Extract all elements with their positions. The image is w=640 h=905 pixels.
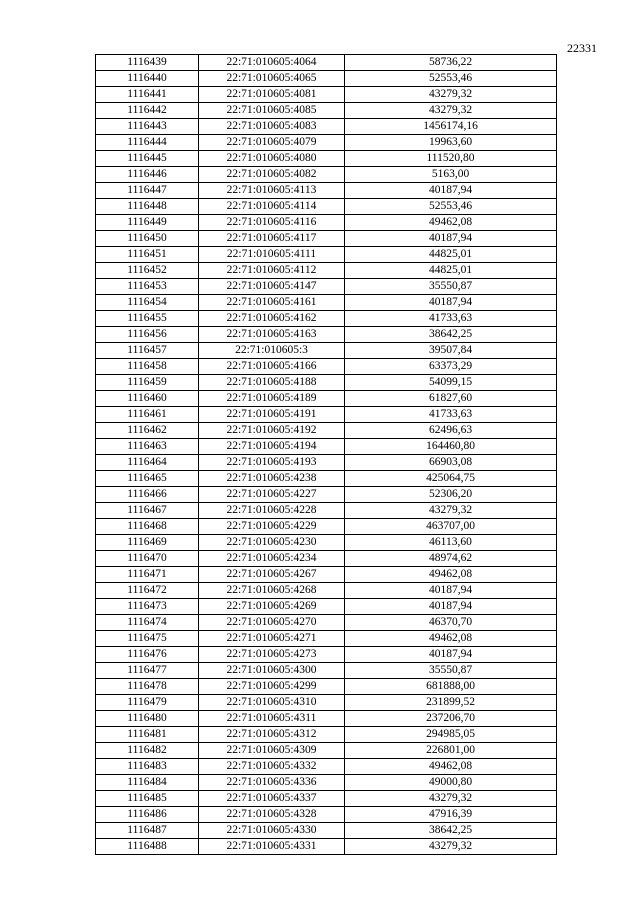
cadastral-value-cell: 54099,15 (345, 375, 557, 391)
record-number-cell: 1116461 (96, 407, 199, 423)
record-number-cell: 1116487 (96, 823, 199, 839)
table-row (96, 487, 557, 503)
record-number-cell: 1116447 (96, 183, 199, 199)
record-number-cell: 1116444 (96, 135, 199, 151)
cadastral-value-cell: 40187,94 (345, 599, 557, 615)
table-row (96, 55, 557, 71)
cadastral-number-cell: 22:71:010605:4234 (199, 551, 345, 567)
table-row (96, 103, 557, 119)
record-number-cell: 1116468 (96, 519, 199, 535)
cadastral-number-cell: 22:71:010605:4299 (199, 679, 345, 695)
cadastral-number-cell: 22:71:010605:4336 (199, 775, 345, 791)
record-number-cell: 1116460 (96, 391, 199, 407)
record-number-cell: 1116467 (96, 503, 199, 519)
cadastral-number-cell: 22:71:010605:4161 (199, 295, 345, 311)
cadastral-value-cell: 48974,62 (345, 551, 557, 567)
cadastral-number-cell: 22:71:010605:4230 (199, 535, 345, 551)
table-row (96, 215, 557, 231)
cadastral-value-cell: 1456174,16 (345, 119, 557, 135)
cadastral-number-cell: 22:71:010605:3 (199, 343, 345, 359)
cadastral-number-cell: 22:71:010605:4081 (199, 87, 345, 103)
cadastral-number-cell: 22:71:010605:4229 (199, 519, 345, 535)
record-number-cell: 1116481 (96, 727, 199, 743)
record-number-cell: 1116471 (96, 567, 199, 583)
record-number-cell: 1116445 (96, 151, 199, 167)
cadastral-number-cell: 22:71:010605:4337 (199, 791, 345, 807)
cadastral-number-cell: 22:71:010605:4269 (199, 599, 345, 615)
cadastral-value-cell: 46370,70 (345, 615, 557, 631)
table-row (96, 151, 557, 167)
record-number-cell: 1116475 (96, 631, 199, 647)
cadastral-number-cell: 22:71:010605:4332 (199, 759, 345, 775)
cadastral-value-cell: 49462,08 (345, 759, 557, 775)
record-number-cell: 1116446 (96, 167, 199, 183)
cadastral-number-cell: 22:71:010605:4271 (199, 631, 345, 647)
cadastral-number-cell: 22:71:010605:4328 (199, 807, 345, 823)
cadastral-number-cell: 22:71:010605:4083 (199, 119, 345, 135)
table-row (96, 359, 557, 375)
cadastral-value-cell: 47916,39 (345, 807, 557, 823)
cadastral-value-cell: 425064,75 (345, 471, 557, 487)
record-number-cell: 1116457 (96, 343, 199, 359)
record-number-cell: 1116485 (96, 791, 199, 807)
cadastral-value-cell: 463707,00 (345, 519, 557, 535)
table-row (96, 199, 557, 215)
cadastral-value-cell: 38642,25 (345, 327, 557, 343)
cadastral-number-cell: 22:71:010605:4192 (199, 423, 345, 439)
cadastral-value-cell: 681888,00 (345, 679, 557, 695)
cadastral-value-cell: 40187,94 (345, 295, 557, 311)
cadastral-value-cell: 46113,60 (345, 535, 557, 551)
cadastral-value-cell: 66903,08 (345, 455, 557, 471)
table-row (96, 791, 557, 807)
cadastral-number-cell: 22:71:010605:4193 (199, 455, 345, 471)
record-number-cell: 1116456 (96, 327, 199, 343)
cadastral-value-cell: 5163,00 (345, 167, 557, 183)
table-row (96, 247, 557, 263)
cadastral-number-cell: 22:71:010605:4113 (199, 183, 345, 199)
table-row (96, 535, 557, 551)
table-row (96, 71, 557, 87)
cadastral-value-cell: 35550,87 (345, 279, 557, 295)
record-number-cell: 1116478 (96, 679, 199, 695)
table-row (96, 567, 557, 583)
cadastral-value-cell: 40187,94 (345, 231, 557, 247)
cadastral-value-cell: 43279,32 (345, 103, 557, 119)
cadastral-value-cell: 62496,63 (345, 423, 557, 439)
record-number-cell: 1116450 (96, 231, 199, 247)
cadastral-number-cell: 22:71:010605:4300 (199, 663, 345, 679)
cadastral-value-cell: 164460,80 (345, 439, 557, 455)
table-row (96, 295, 557, 311)
cadastral-number-cell: 22:71:010605:4310 (199, 695, 345, 711)
registry-table-body (96, 55, 557, 855)
cadastral-number-cell: 22:71:010605:4238 (199, 471, 345, 487)
record-number-cell: 1116470 (96, 551, 199, 567)
table-row (96, 695, 557, 711)
cadastral-number-cell: 22:71:010605:4330 (199, 823, 345, 839)
cadastral-value-cell: 49462,08 (345, 215, 557, 231)
table-row (96, 551, 557, 567)
record-number-cell: 1116484 (96, 775, 199, 791)
cadastral-value-cell: 35550,87 (345, 663, 557, 679)
record-number-cell: 1116465 (96, 471, 199, 487)
table-row (96, 455, 557, 471)
cadastral-number-cell: 22:71:010605:4267 (199, 567, 345, 583)
record-number-cell: 1116466 (96, 487, 199, 503)
cadastral-value-cell: 63373,29 (345, 359, 557, 375)
cadastral-value-cell: 58736,22 (345, 55, 557, 71)
table-row (96, 311, 557, 327)
record-number-cell: 1116453 (96, 279, 199, 295)
table-row (96, 583, 557, 599)
page-number: 22331 (567, 41, 597, 55)
cadastral-number-cell: 22:71:010605:4188 (199, 375, 345, 391)
table-row (96, 519, 557, 535)
table-row (96, 839, 557, 855)
record-number-cell: 1116476 (96, 647, 199, 663)
table-row (96, 615, 557, 631)
cadastral-number-cell: 22:71:010605:4194 (199, 439, 345, 455)
cadastral-number-cell: 22:71:010605:4117 (199, 231, 345, 247)
cadastral-value-cell: 40187,94 (345, 583, 557, 599)
cadastral-number-cell: 22:71:010605:4111 (199, 247, 345, 263)
table-row (96, 343, 557, 359)
cadastral-number-cell: 22:71:010605:4191 (199, 407, 345, 423)
cadastral-value-cell: 43279,32 (345, 87, 557, 103)
table-row (96, 631, 557, 647)
cadastral-number-cell: 22:71:010605:4114 (199, 199, 345, 215)
cadastral-number-cell: 22:71:010605:4085 (199, 103, 345, 119)
record-number-cell: 1116443 (96, 119, 199, 135)
cadastral-number-cell: 22:71:010605:4162 (199, 311, 345, 327)
record-number-cell: 1116458 (96, 359, 199, 375)
table-row (96, 263, 557, 279)
cadastral-value-cell: 40187,94 (345, 183, 557, 199)
cadastral-number-cell: 22:71:010605:4079 (199, 135, 345, 151)
record-number-cell: 1116469 (96, 535, 199, 551)
record-number-cell: 1116439 (96, 55, 199, 71)
table-row (96, 647, 557, 663)
record-number-cell: 1116483 (96, 759, 199, 775)
cadastral-value-cell: 44825,01 (345, 247, 557, 263)
table-row (96, 775, 557, 791)
cadastral-value-cell: 41733,63 (345, 407, 557, 423)
table-row (96, 471, 557, 487)
table-row (96, 727, 557, 743)
cadastral-number-cell: 22:71:010605:4309 (199, 743, 345, 759)
cadastral-value-cell: 49462,08 (345, 631, 557, 647)
record-number-cell: 1116472 (96, 583, 199, 599)
record-number-cell: 1116479 (96, 695, 199, 711)
cadastral-value-cell: 231899,52 (345, 695, 557, 711)
cadastral-number-cell: 22:71:010605:4268 (199, 583, 345, 599)
cadastral-number-cell: 22:71:010605:4228 (199, 503, 345, 519)
record-number-cell: 1116451 (96, 247, 199, 263)
record-number-cell: 1116464 (96, 455, 199, 471)
table-row (96, 375, 557, 391)
record-number-cell: 1116441 (96, 87, 199, 103)
cadastral-value-cell: 41733,63 (345, 311, 557, 327)
cadastral-number-cell: 22:71:010605:4116 (199, 215, 345, 231)
cadastral-value-cell: 40187,94 (345, 647, 557, 663)
cadastral-number-cell: 22:71:010605:4064 (199, 55, 345, 71)
record-number-cell: 1116488 (96, 839, 199, 855)
table-row (96, 167, 557, 183)
table-row (96, 279, 557, 295)
cadastral-value-cell: 43279,32 (345, 791, 557, 807)
table-row (96, 407, 557, 423)
table-row (96, 327, 557, 343)
table-row (96, 663, 557, 679)
cadastral-number-cell: 22:71:010605:4166 (199, 359, 345, 375)
cadastral-value-cell: 52306,20 (345, 487, 557, 503)
record-number-cell: 1116486 (96, 807, 199, 823)
table-row (96, 439, 557, 455)
record-number-cell: 1116452 (96, 263, 199, 279)
cadastral-number-cell: 22:71:010605:4227 (199, 487, 345, 503)
record-number-cell: 1116462 (96, 423, 199, 439)
cadastral-number-cell: 22:71:010605:4147 (199, 279, 345, 295)
cadastral-number-cell: 22:71:010605:4112 (199, 263, 345, 279)
cadastral-value-cell: 61827,60 (345, 391, 557, 407)
cadastral-value-cell: 52553,46 (345, 199, 557, 215)
record-number-cell: 1116454 (96, 295, 199, 311)
table-row (96, 503, 557, 519)
record-number-cell: 1116474 (96, 615, 199, 631)
table-row (96, 231, 557, 247)
table-row (96, 743, 557, 759)
cadastral-value-cell: 39507,84 (345, 343, 557, 359)
cadastral-value-cell: 19963,60 (345, 135, 557, 151)
cadastral-value-cell: 44825,01 (345, 263, 557, 279)
record-number-cell: 1116463 (96, 439, 199, 455)
record-number-cell: 1116440 (96, 71, 199, 87)
cadastral-number-cell: 22:71:010605:4080 (199, 151, 345, 167)
record-number-cell: 1116455 (96, 311, 199, 327)
cadastral-number-cell: 22:71:010605:4082 (199, 167, 345, 183)
cadastral-number-cell: 22:71:010605:4273 (199, 647, 345, 663)
table-row (96, 807, 557, 823)
cadastral-value-cell: 49462,08 (345, 567, 557, 583)
record-number-cell: 1116448 (96, 199, 199, 215)
table-row (96, 823, 557, 839)
table-row (96, 119, 557, 135)
cadastral-value-cell: 38642,25 (345, 823, 557, 839)
cadastral-value-cell: 52553,46 (345, 71, 557, 87)
cadastral-value-cell: 237206,70 (345, 711, 557, 727)
cadastral-number-cell: 22:71:010605:4189 (199, 391, 345, 407)
cadastral-value-cell: 43279,32 (345, 839, 557, 855)
cadastral-number-cell: 22:71:010605:4270 (199, 615, 345, 631)
table-row (96, 87, 557, 103)
table-row (96, 423, 557, 439)
registry-table (95, 54, 557, 855)
cadastral-number-cell: 22:71:010605:4312 (199, 727, 345, 743)
cadastral-value-cell: 226801,00 (345, 743, 557, 759)
table-row (96, 183, 557, 199)
record-number-cell: 1116482 (96, 743, 199, 759)
cadastral-value-cell: 111520,80 (345, 151, 557, 167)
table-row (96, 135, 557, 151)
cadastral-number-cell: 22:71:010605:4065 (199, 71, 345, 87)
record-number-cell: 1116459 (96, 375, 199, 391)
table-row (96, 679, 557, 695)
record-number-cell: 1116477 (96, 663, 199, 679)
record-number-cell: 1116449 (96, 215, 199, 231)
record-number-cell: 1116480 (96, 711, 199, 727)
cadastral-number-cell: 22:71:010605:4163 (199, 327, 345, 343)
table-row (96, 711, 557, 727)
cadastral-value-cell: 43279,32 (345, 503, 557, 519)
cadastral-value-cell: 294985,05 (345, 727, 557, 743)
cadastral-value-cell: 49000,80 (345, 775, 557, 791)
table-row (96, 391, 557, 407)
record-number-cell: 1116442 (96, 103, 199, 119)
cadastral-number-cell: 22:71:010605:4331 (199, 839, 345, 855)
cadastral-number-cell: 22:71:010605:4311 (199, 711, 345, 727)
table-row (96, 599, 557, 615)
table-row (96, 759, 557, 775)
record-number-cell: 1116473 (96, 599, 199, 615)
